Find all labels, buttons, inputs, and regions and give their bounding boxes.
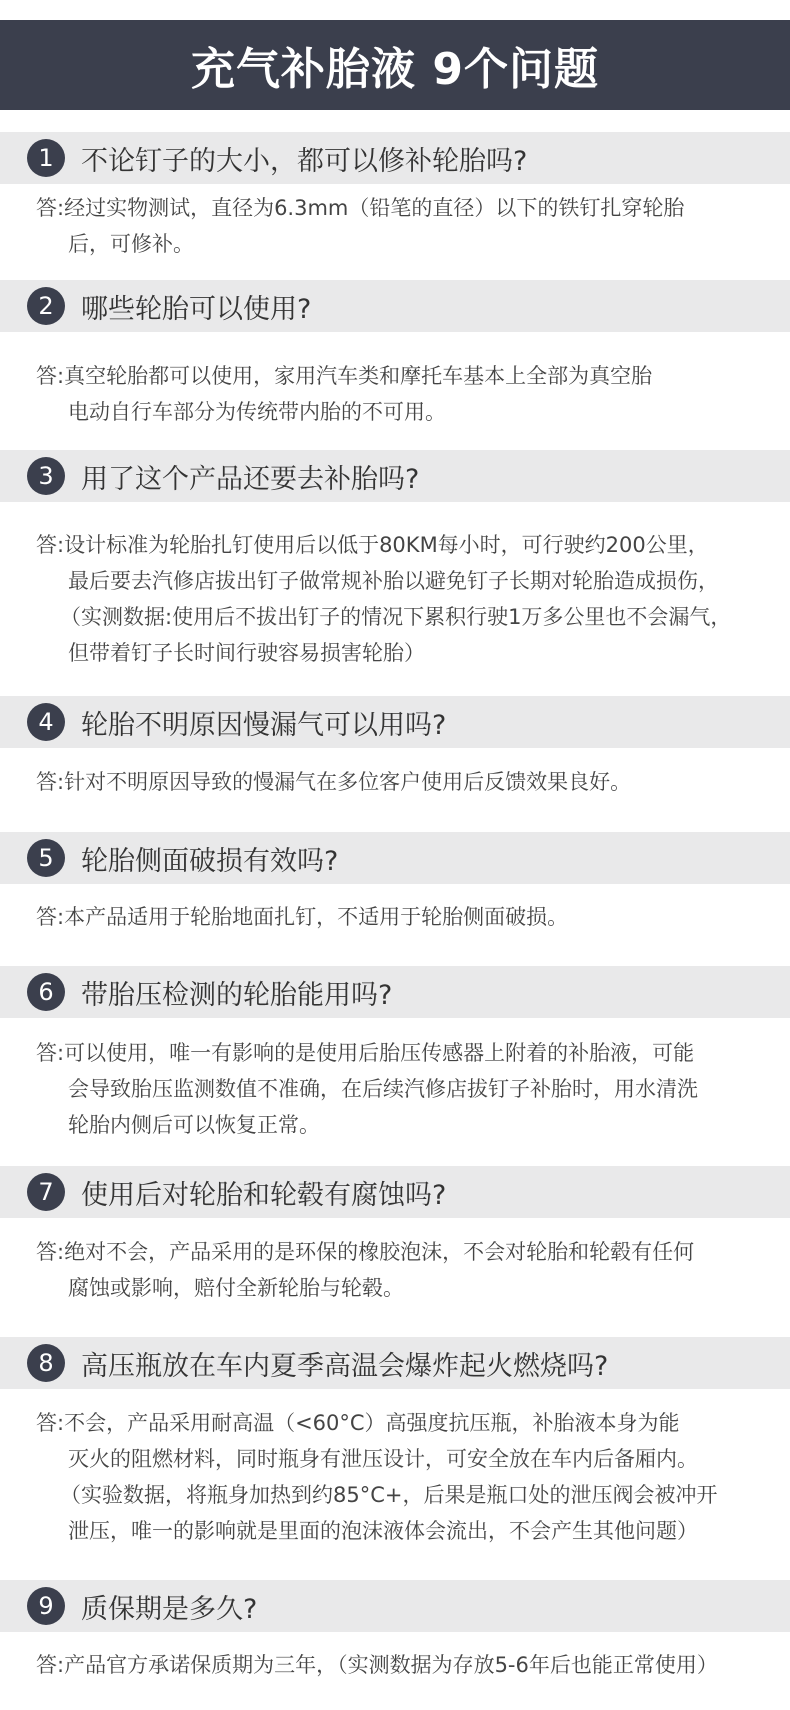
faq-question-bar (0, 280, 790, 332)
question-text: 高压瓶放在车内夏季高温会爆炸起火燃烧吗? (81, 1350, 609, 1382)
answer-line: 答:经过实物测试，直径为6.3mm（铅笔的直径）以下的铁钉扎穿轮胎 (36, 196, 685, 220)
answer-line: 轮胎内侧后可以恢复正常。 (68, 1113, 320, 1137)
question-text: 带胎压检测的轮胎能用吗? (81, 979, 393, 1011)
question-number-badge: 9 (27, 1587, 65, 1625)
faq-answer (36, 1405, 776, 1549)
answer-line: 答:不会，产品采用耐高温（<60°C）高强度抗压瓶，补胎液本身为能 (36, 1411, 680, 1435)
question-text: 轮胎侧面破损有效吗? (81, 845, 339, 877)
answer-line: 答:可以使用，唯一有影响的是使用后胎压传感器上附着的补胎液，可能 (36, 1041, 695, 1065)
faq-answer (36, 764, 776, 800)
answer-line: 最后要去汽修店拔出钉子做常规补胎以避免钉子长期对轮胎造成损伤， (68, 569, 719, 593)
answer-line: 答:真空轮胎都可以使用，家用汽车类和摩托车基本上全部为真空胎 (36, 364, 653, 388)
faq-answer (36, 527, 776, 671)
answer-line: （实验数据，将瓶身加热到约85°C+，后果是瓶口处的泄压阀会被冲开 (60, 1483, 718, 1507)
question-number-badge: 5 (27, 839, 65, 877)
faq-answer (36, 190, 776, 262)
answer-line: 答:设计标准为轮胎扎钉使用后以低于80KM每小时，可行驶约200公里， (36, 533, 709, 557)
answer-line: 答:本产品适用于轮胎地面扎钉，不适用于轮胎侧面破损。 (36, 905, 569, 929)
question-text: 轮胎不明原因慢漏气可以用吗? (81, 709, 447, 741)
answer-line: 灭火的阻燃材料，同时瓶身有泄压设计，可安全放在车内后备厢内。 (68, 1447, 698, 1471)
question-text: 质保期是多久? (81, 1593, 258, 1625)
answer-line: 后，可修补。 (68, 232, 194, 256)
answer-line: 答:针对不明原因导致的慢漏气在多位客户使用后反馈效果良好。 (36, 770, 632, 794)
faq-question-bar (0, 450, 790, 502)
faq-answer (36, 899, 776, 935)
answer-line: 泄压，唯一的影响就是里面的泡沫液体会流出，不会产生其他问题） (68, 1519, 698, 1543)
faq-question-bar (0, 1337, 790, 1389)
question-text: 用了这个产品还要去补胎吗? (81, 463, 420, 495)
question-number-badge: 6 (27, 973, 65, 1011)
question-number-badge: 1 (27, 139, 65, 177)
answer-line: 答:绝对不会，产品采用的是环保的橡胶泡沫，不会对轮胎和轮毂有任何 (36, 1240, 695, 1264)
question-text: 使用后对轮胎和轮毂有腐蚀吗? (81, 1179, 447, 1211)
question-number-badge: 8 (27, 1344, 65, 1382)
answer-line: 电动自行车部分为传统带内胎的不可用。 (68, 400, 446, 424)
answer-line: 腐蚀或影响，赔付全新轮胎与轮毂。 (68, 1276, 404, 1300)
answer-line: （实测数据:使用后不拔出钉子的情况下累积行驶1万多公里也不会漏气， (60, 605, 732, 629)
faq-question-bar (0, 966, 790, 1018)
question-number-badge: 2 (27, 287, 65, 325)
question-number-badge: 7 (27, 1173, 65, 1211)
faq-question-bar (0, 1580, 790, 1632)
page-header-banner (0, 20, 790, 110)
faq-question-bar (0, 132, 790, 184)
faq-answer (36, 1234, 776, 1306)
faq-answer (36, 1647, 776, 1683)
faq-question-bar (0, 1166, 790, 1218)
question-text: 不论钉子的大小，都可以修补轮胎吗? (81, 145, 528, 177)
question-number-badge: 3 (27, 457, 65, 495)
answer-line: 答:产品官方承诺保质期为三年，（实测数据为存放5-6年后也能正常使用） (36, 1653, 718, 1677)
question-text: 哪些轮胎可以使用? (81, 293, 312, 325)
faq-question-bar (0, 696, 790, 748)
faq-answer (36, 1035, 776, 1143)
question-number-badge: 4 (27, 703, 65, 741)
faq-question-bar (0, 832, 790, 884)
answer-line: 但带着钉子长时间行驶容易损害轮胎） (68, 641, 425, 665)
faq-answer (36, 358, 776, 430)
page-title: 充气补胎液 9个问题 (191, 44, 599, 95)
answer-line: 会导致胎压监测数值不准确，在后续汽修店拔钉子补胎时，用水清洗 (68, 1077, 698, 1101)
